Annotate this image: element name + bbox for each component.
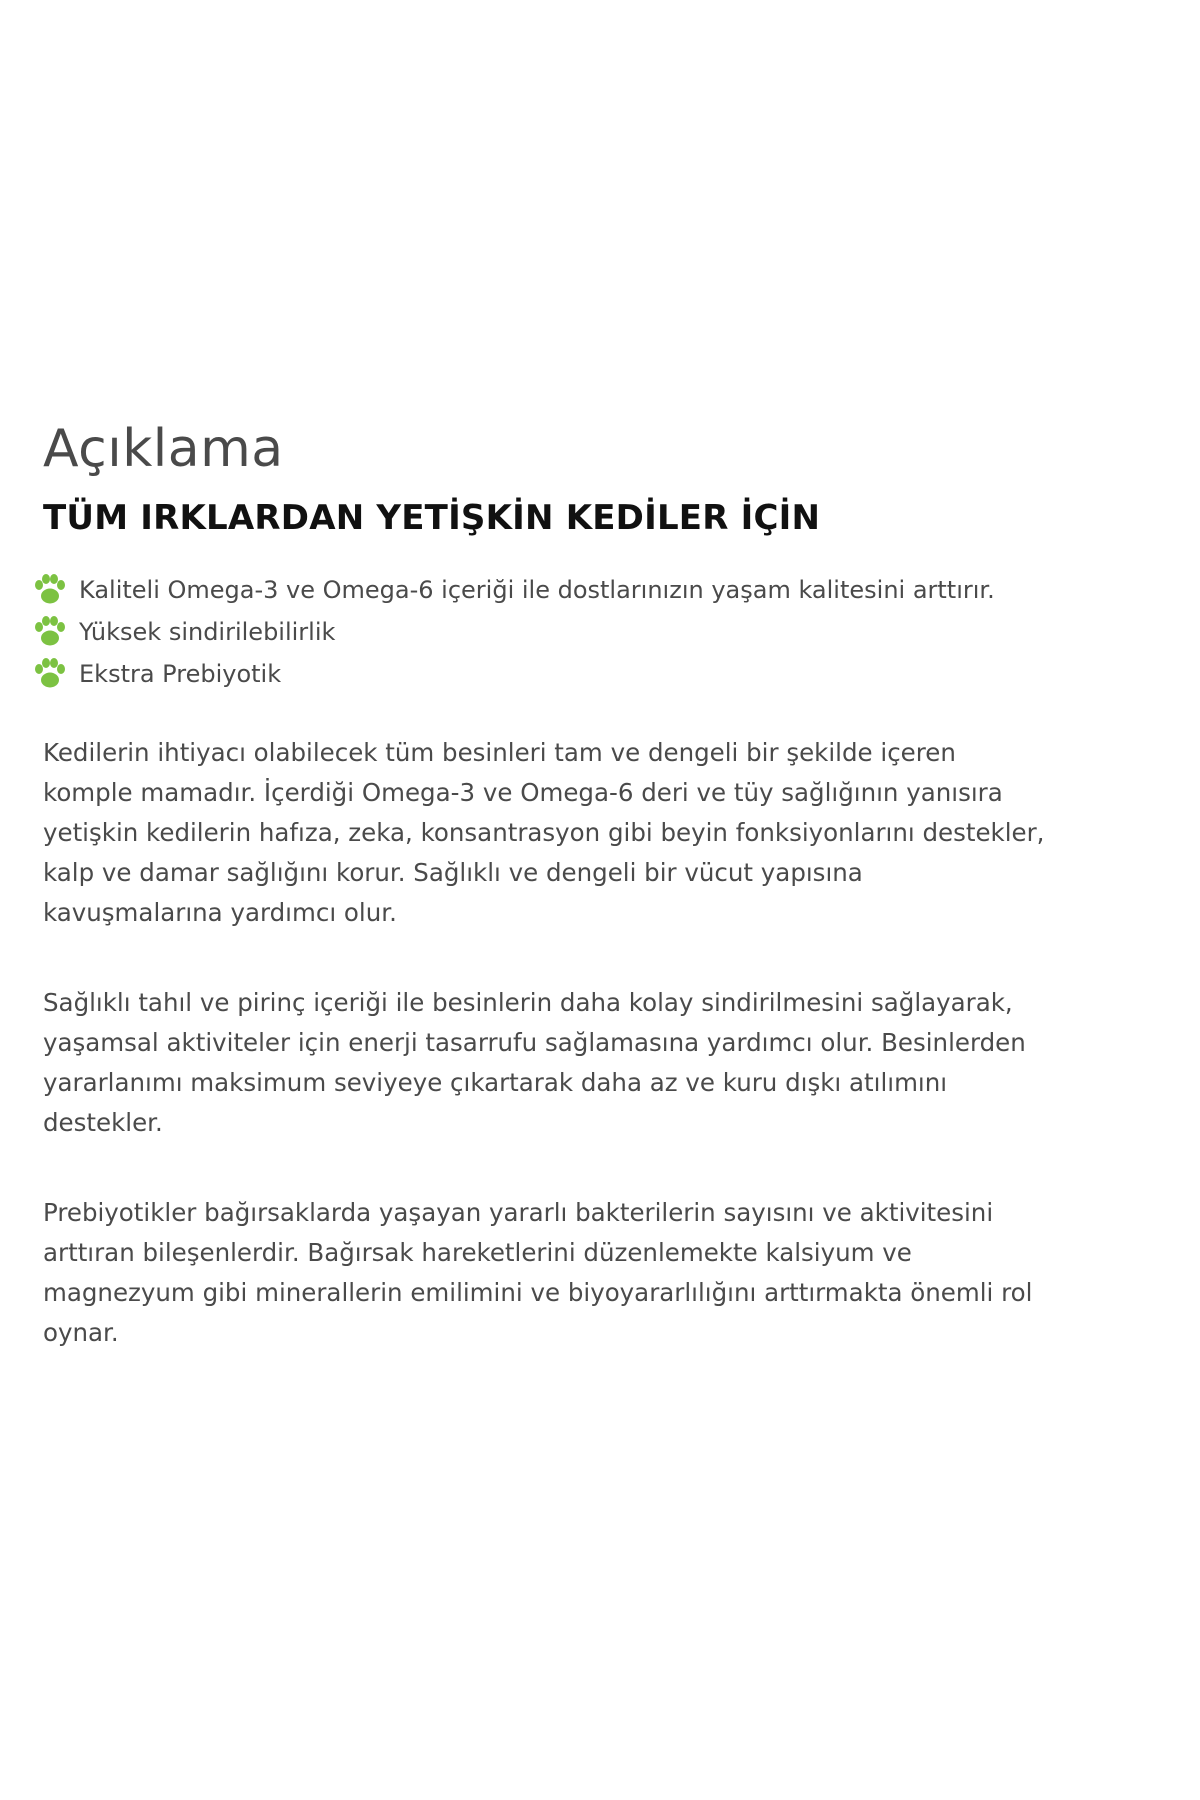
description-paragraph	[43, 733, 1163, 933]
paragraph-line: oynar.	[43, 1317, 119, 1347]
paragraph-line: Sağlıklı tahıl ve pirinç içeriği ile besinlerin daha kolay sindirilmesini sağlayarak,	[43, 987, 1013, 1017]
paragraph-line: yararlanımı maksimum seviyeye çıkartarak daha az ve kuru dışkı atılımını	[43, 1067, 948, 1097]
feature-text: Yüksek sindirilebilirlik	[79, 617, 336, 646]
feature-item	[33, 611, 1163, 653]
paragraph-line: magnezyum gibi minerallerin emilimini ve biyoyararlılığını arttırmakta önemli rol	[43, 1277, 1033, 1307]
feature-text: Ekstra Prebiyotik	[79, 659, 282, 688]
paragraph-line: destekler.	[43, 1107, 163, 1137]
section-title: Açıklama	[43, 419, 284, 479]
paw-icon	[33, 658, 67, 690]
paragraph-line: arttıran bileşenlerdir. Bağırsak hareketlerini düzenlemekte kalsiyum ve	[43, 1237, 912, 1267]
paw-icon	[33, 616, 67, 648]
paragraph-line: kavuşmalarına yardımcı olur.	[43, 897, 397, 927]
description-paragraph	[43, 1193, 1163, 1353]
section-subtitle: TÜM IRKLARDAN YETİŞKİN KEDİLER İÇİN	[43, 497, 821, 538]
description-paragraph	[43, 983, 1163, 1143]
feature-item	[33, 569, 1163, 611]
paragraph-line: yetişkin kedilerin hafıza, zeka, konsantrasyon gibi beyin fonksiyonlarını destekler,	[43, 817, 1045, 847]
paragraph-line: komple mamadır. İçerdiği Omega-3 ve Omega-6 deri ve tüy sağlığının yanısıra	[43, 777, 1003, 807]
feature-item	[33, 653, 1163, 695]
paragraph-line: Kedilerin ihtiyacı olabilecek tüm besinleri tam ve dengeli bir şekilde içeren	[43, 737, 956, 767]
paragraph-line: Prebiyotikler bağırsaklarda yaşayan yararlı bakterilerin sayısını ve aktivitesini	[43, 1197, 994, 1227]
feature-list	[33, 569, 1163, 695]
paragraph-line: kalp ve damar sağlığını korur. Sağlıklı ve dengeli bir vücut yapısına	[43, 857, 863, 887]
feature-text: Kaliteli Omega-3 ve Omega-6 içeriği ile dostlarınızın yaşam kalitesini arttırır.	[79, 575, 995, 604]
paragraph-line: yaşamsal aktiviteler için enerji tasarrufu sağlamasına yardımcı olur. Besinlerden	[43, 1027, 1026, 1057]
description-section	[43, 420, 1163, 1353]
paw-icon	[33, 574, 67, 606]
